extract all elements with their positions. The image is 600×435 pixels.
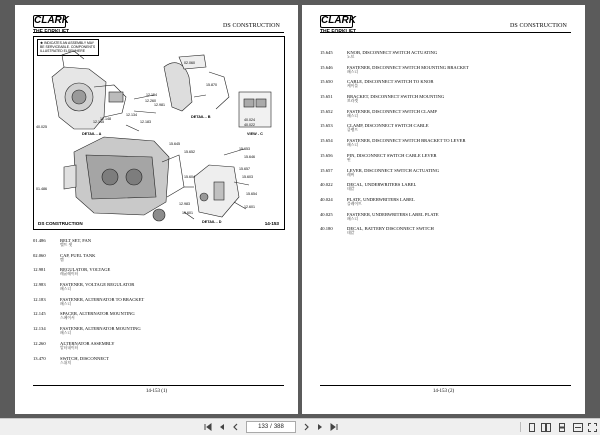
right-page [302,5,585,414]
part-description [347,226,570,241]
part-description [60,356,283,371]
list-item [33,356,283,371]
left-page [15,5,298,414]
part-desc-kr: 브라켓 [347,98,359,104]
callout: 15.645 [169,142,180,146]
callout: 12.260 [145,99,156,103]
callout: 12.134 [126,113,137,117]
part-desc-kr: 케이블 [347,83,359,89]
part-desc-kr: 레버 [347,171,355,177]
part-number: 15.646 [320,64,333,70]
part-desc-en: BRACKET, DISCONNECT SWITCH MOUNTING [347,94,445,100]
current-page: 133 [258,424,269,430]
toolbar-separator [520,422,521,432]
part-number: 12.145 [33,311,46,317]
logo-text: CLARK [34,15,69,26]
part-description [347,182,570,197]
list-item [320,138,570,153]
part-number: 02.060 [33,252,46,258]
list-item [33,341,283,356]
list-item [320,50,570,65]
callout: 12.983 [179,202,190,206]
part-desc-en: SWITCH, DISCONNECT [60,355,109,361]
logo-tagline: THE FORKLIFT [320,29,357,35]
list-item [320,109,570,124]
callout: 15.654 [246,192,257,196]
callout: 12.145 [93,120,104,124]
part-desc-kr: 데칼 [347,186,355,192]
part-desc-kr: 스위치 [60,359,72,365]
part-description [347,109,570,124]
legend-star-icon: ★ [40,41,44,45]
part-number: 15.654 [320,138,333,144]
part-description [347,197,570,212]
page-separator: / [270,424,272,430]
callout: 12.183 [140,120,151,124]
part-desc-en: ALTERNATOR ASSEMBLY [60,340,115,346]
legend-text: INDICATES AN ASSEMBLY MAY BE SERVICEABLE. COMPONENTS ILLUSTRATED ELSEWHERE [40,41,96,54]
part-description [347,212,570,227]
part-number: 15.650 [320,79,333,85]
part-number: 15.657 [320,167,333,173]
callout: 15.657 [239,167,250,171]
part-desc-en: CAP, FUEL TANK [60,252,96,258]
callout: 15.646 [244,155,255,159]
viewer-toolbar [0,418,600,435]
part-desc-kr: 패스너 [60,300,72,306]
part-desc-kr: 핀 [347,156,351,162]
part-desc-en: DECAL, BATTERY DISCONNECT SWITCH [347,226,434,232]
list-item [320,94,570,109]
detail-b-label: DETAIL - B [191,115,211,119]
part-description [60,282,283,297]
diagram-caption: DS CONSTRUCTION [38,221,83,226]
part-number: 15.656 [320,152,333,158]
part-description [347,79,570,94]
part-description [60,341,283,356]
part-description [60,311,283,326]
list-item [320,212,570,227]
total-pages: 388 [273,424,284,430]
part-desc-en: FASTENER, ALTERNATOR MOUNTING [60,326,141,332]
part-number: 15.645 [320,50,333,55]
list-item [33,253,283,268]
list-item [33,282,283,297]
part-desc-en: FASTENER, DISCONNECT SWITCH CLAMP [347,108,437,114]
detail-d-label: DETAIL - D [202,220,222,224]
callout: 40.024 [244,118,255,122]
part-desc-en: FASTENER, DISCONNECT SWITCH MOUNTING BRACKET [347,64,469,70]
part-number: 12.981 [33,267,46,273]
part-desc-kr: 플레이트 [347,200,362,206]
next-view-icon[interactable] [300,421,312,433]
single-page-icon[interactable] [526,421,538,433]
part-number: 12.134 [33,326,46,332]
callout: 12.981 [154,103,165,107]
part-desc-en: KNOB, DISCONNECT SWITCH ACTUATING [347,50,438,55]
list-item [33,326,283,341]
callout: 02.060 [184,61,195,65]
part-desc-kr: 캡 [60,256,64,262]
header-divider [320,32,571,33]
part-description [347,94,570,109]
part-description [60,297,283,312]
part-number: 40.022 [320,182,333,188]
part-description [347,65,570,80]
callout: 15.601 [182,211,193,215]
part-desc-kr: 데칼 [347,230,355,236]
part-desc-en: CLAMP, DISCONNECT SWITCH CABLE [347,123,429,129]
list-item [320,168,570,183]
part-description [347,168,570,183]
part-number: 13.470 [33,355,46,361]
part-desc-kr: 벨트 셋 [60,242,73,247]
callout: 12.601 [244,205,255,209]
parts-list [33,238,283,370]
page-header-title: DS CONSTRUCTION [509,23,567,29]
part-desc-kr: 패스너 [60,330,72,336]
callout: 15.652 [184,150,195,154]
callout: 15.870 [206,83,217,87]
callout: 01.486 [36,187,47,191]
part-description [347,123,570,138]
fullscreen-icon[interactable] [586,421,598,433]
page-footer-number: 14-153 (1) [145,389,168,394]
callout: 15.653 [239,147,250,151]
part-number: 12.983 [33,282,46,288]
part-description [60,238,283,253]
next-page-icon[interactable] [314,421,326,433]
list-item [320,153,570,168]
part-desc-kr: 패스너 [347,142,359,148]
list-item [320,123,570,138]
two-page-icon[interactable] [540,421,552,433]
part-desc-en: FASTENER, ALTERNATOR TO BRACKET [60,296,145,302]
footer-divider [320,385,571,386]
parts-diagram [33,36,285,230]
list-item [320,197,570,212]
list-item [33,297,283,312]
list-item [320,79,570,94]
prev-page-icon[interactable] [216,421,228,433]
part-desc-kr: 알터네이터 [60,344,79,350]
callout: 12.148 [100,117,111,121]
part-desc-kr: 노브 [347,54,355,59]
page-header-title: DS CONSTRUCTION [222,23,280,29]
list-item [33,267,283,282]
list-item [320,182,570,197]
list-item [320,226,570,241]
logo-tagline: THE FORKLIFT [33,29,70,35]
footer-divider [33,385,284,386]
part-number: 40.024 [320,196,333,202]
part-desc-kr: 클램프 [347,127,359,133]
part-desc-en: PLATE, UNDERWRITERS LABEL [347,196,415,202]
first-page-icon[interactable] [202,421,214,433]
part-desc-kr: 스페이서 [60,315,75,321]
part-description [60,253,283,268]
part-desc-en: FASTENER, UNDERWRITERS LABEL PLATE [347,211,439,217]
list-item [33,311,283,326]
part-number: 12.183 [33,296,46,302]
fit-width-icon[interactable] [572,421,584,433]
page-number-input[interactable] [246,421,296,433]
part-number: 12.260 [33,340,46,346]
callout: 12.154 [146,93,157,97]
part-desc-kr: 레귤레이터 [60,271,79,277]
part-desc-kr: 패스너 [347,112,359,118]
part-desc-en: SPACER, ALTERNATOR MOUNTING [60,311,135,317]
part-number: 40.180 [320,226,333,232]
part-number: 15.651 [320,94,333,100]
continuous-scroll-icon[interactable] [556,421,568,433]
last-page-icon[interactable] [328,421,340,433]
list-item [33,238,283,253]
part-desc-en: DECAL, UNDERWRITERS LABEL [347,182,417,188]
part-desc-en: LEVER, DISCONNECT SWITCH ACTUATING [347,167,440,173]
part-desc-en: BELT SET, FAN [60,238,92,243]
part-description [347,138,570,153]
part-number: 15.652 [320,108,333,114]
view-c-label: VIEW - C [247,132,263,136]
part-number: 01.486 [33,238,46,243]
figure-number: 14-153 [264,221,279,226]
parts-list [320,50,570,241]
part-desc-kr: 패스너 [347,215,359,221]
part-description [347,50,570,65]
callout: 15.604 [184,175,195,179]
part-description [60,267,283,282]
part-desc-en: REGULATOR, VOLTAGE [60,267,111,273]
logo-text: CLARK [321,15,356,26]
part-desc-en: FASTENER, VOLTAGE REGULATOR [60,282,135,288]
callout: 15.603 [242,175,253,179]
detail-a-label: DETAIL - A [82,132,102,136]
part-description [347,153,570,168]
callout: 40.025 [36,125,47,129]
callout: 40.022 [244,123,255,127]
header-divider [33,32,284,33]
part-description [60,326,283,341]
page-footer-number: 14-153 (2) [432,389,455,394]
part-number: 40.025 [320,211,333,217]
part-number: 15.653 [320,123,333,129]
part-desc-kr: 패스너 [347,68,359,74]
list-item [320,65,570,80]
part-desc-en: PIN, DISCONNECT SWITCH CABLE LEVER [347,152,437,158]
part-desc-en: CABLE, DISCONNECT SWITCH TO KNOB [347,79,434,85]
previous-view-icon[interactable] [230,421,242,433]
part-desc-en: FASTENER, DISCONNECT SWITCH BRACKET TO LEVER [347,138,466,144]
part-desc-kr: 패스너 [60,286,72,292]
